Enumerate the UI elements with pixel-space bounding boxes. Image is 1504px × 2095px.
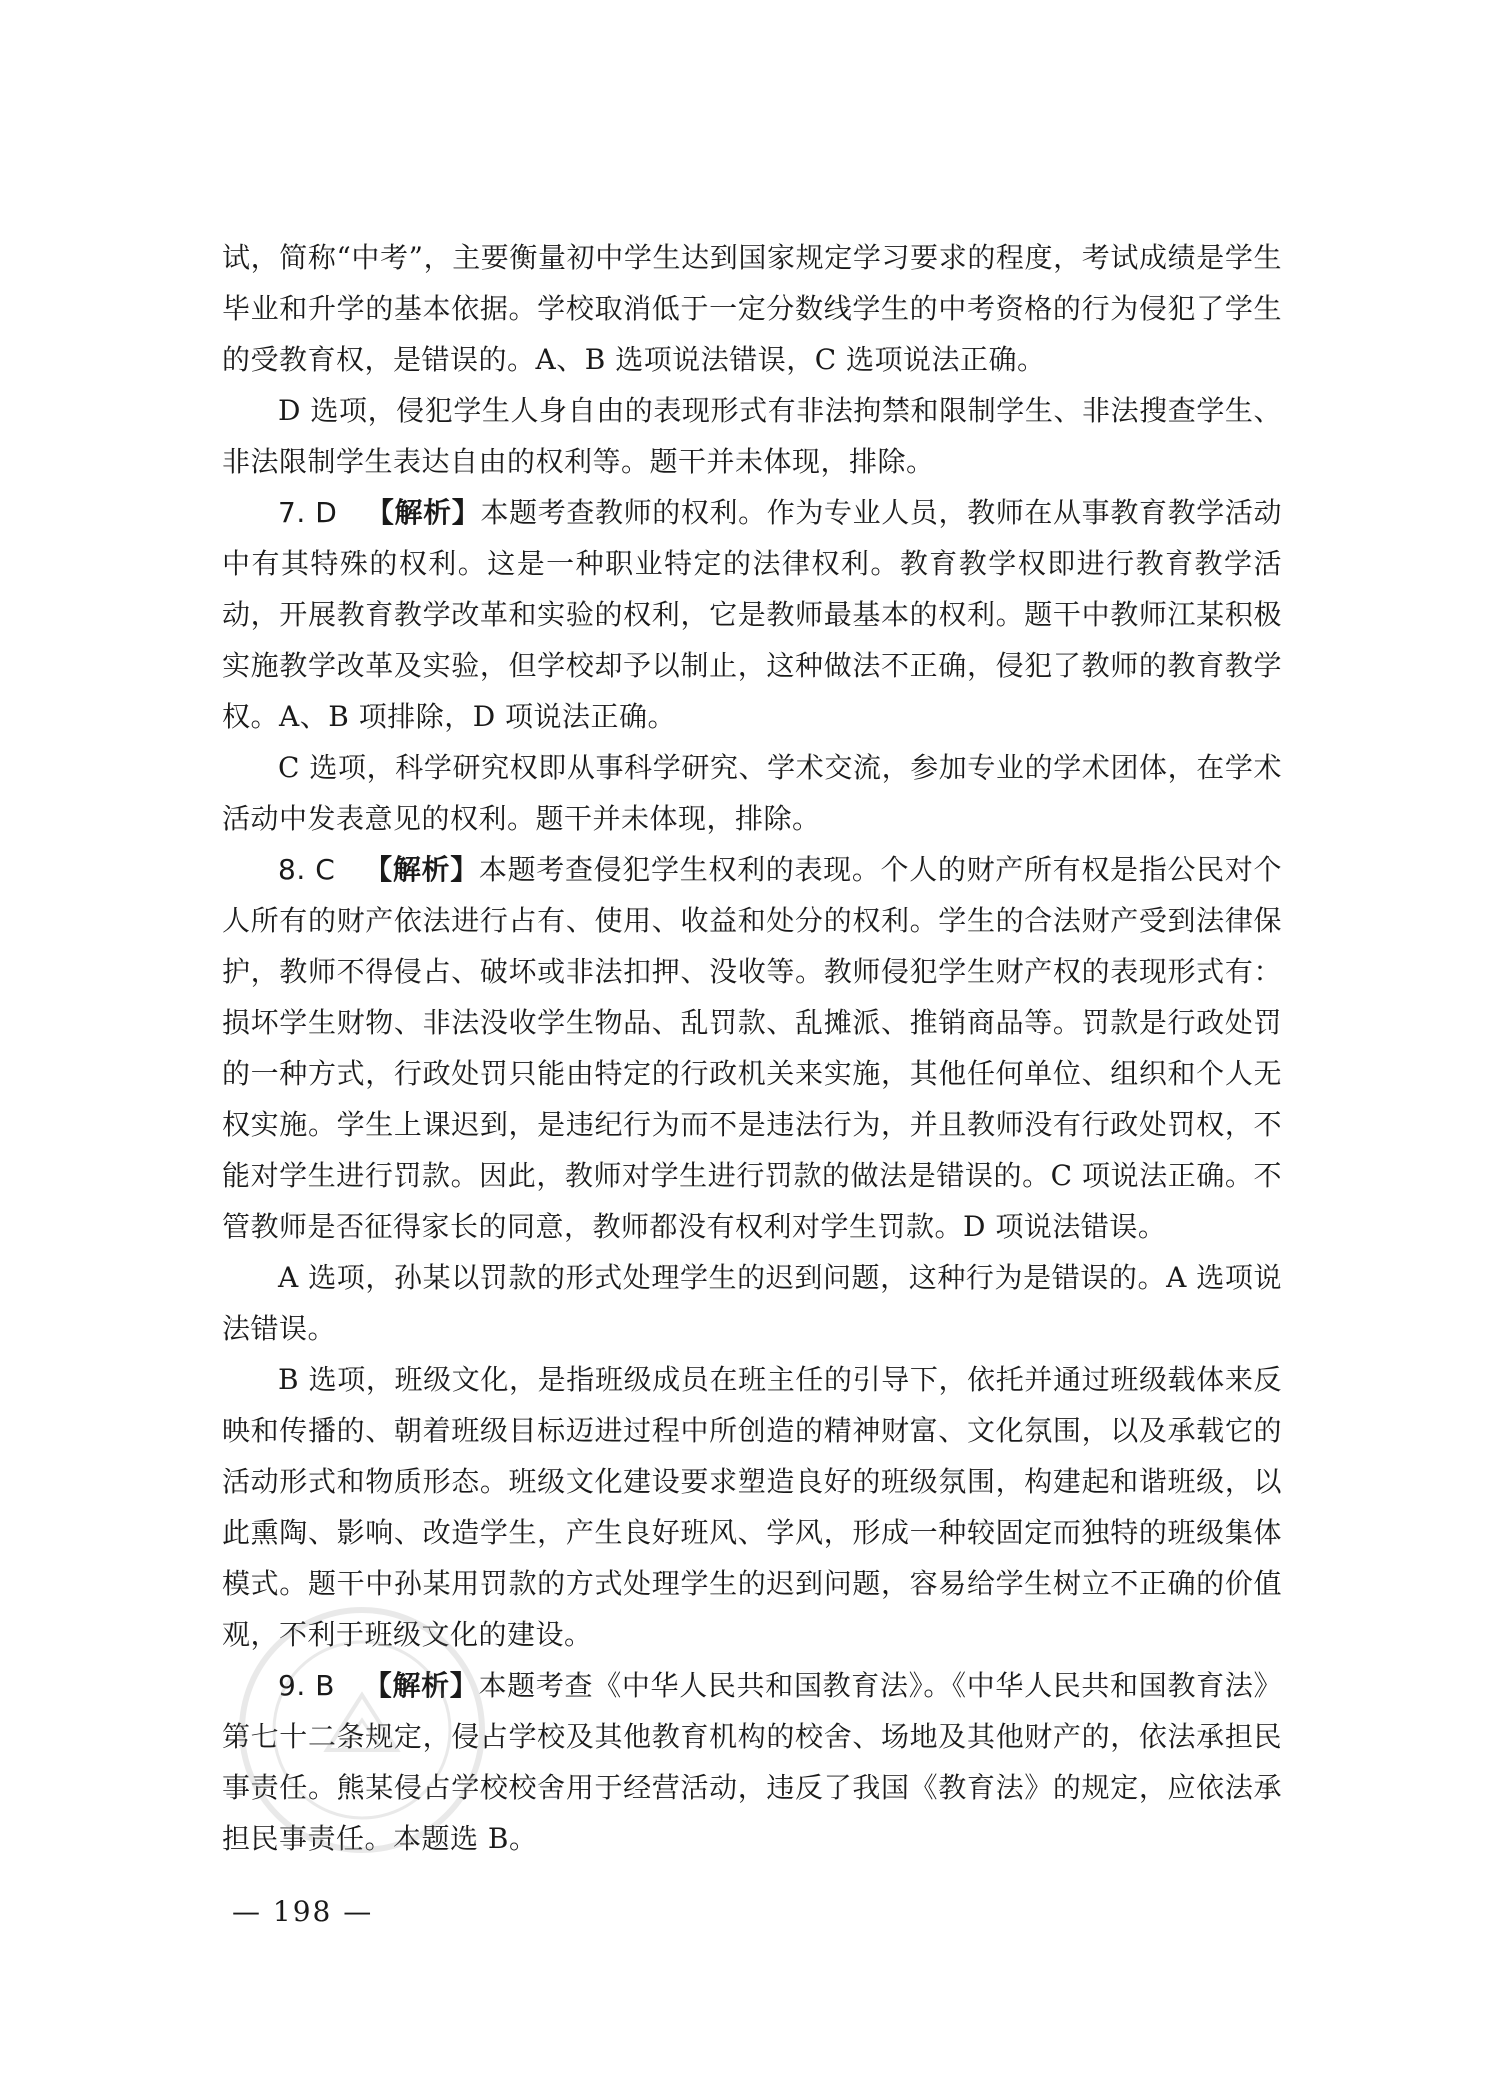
paragraph-text: 本题考查《中华人民共和国教育法》。《中华人民共和国教育法》第七十二条规定，侵占学校及其他教育机构的校舍、场地及其他财产的，依法承担民事责任。熊某侵占学校校舍用于经营活动，违反了我国《教育法》的规定，应依法承担民事责任。本题选 B。 bbox=[222, 1669, 1282, 1855]
page-number: — 198 — bbox=[232, 1895, 374, 1928]
answer-number: 8. C bbox=[278, 853, 336, 886]
paragraph bbox=[222, 1252, 1282, 1354]
paragraph-text: A 选项，孙某以罚款的形式处理学生的迟到问题，这种行为是错误的。A 选项说法错误。 bbox=[222, 1261, 1282, 1345]
paragraph bbox=[222, 232, 1282, 385]
paragraph-text: 本题考查教师的权利。作为专业人员，教师在从事教育教学活动中有其特殊的权利。这是一种职业特定的法律权利。教育教学权即进行教育教学活动，开展教育教学改革和实验的权利，它是教师最基本的权利。题干中教师江某积极实施教学改革及实验，但学校却予以制止，这种做法不正确，侵犯了教师的教育教学权。A、B 项排除，D 项说法正确。 bbox=[222, 496, 1282, 733]
answer-paragraph bbox=[222, 844, 1282, 1252]
answer-number: 9. B bbox=[278, 1669, 336, 1702]
paragraph bbox=[222, 385, 1282, 487]
paragraph-text: 本题考查侵犯学生权利的表现。个人的财产所有权是指公民对个人所有的财产依法进行占有、使用、收益和处分的权利。学生的合法财产受到法律保护，教师不得侵占、破坏或非法扣押、没收等。教师侵犯学生财产权的表现形式有：损坏学生财物、非法没收学生物品、乱罚款、乱摊派、推销商品等。罚款是行政处罚的一种方式，行政处罚只能由特定的行政机关来实施，其他任何单位、组织和个人无权实施。学生上课迟到，是违纪行为而不是违法行为，并且教师没有行政处罚权，不能对学生进行罚款。因此，教师对学生进行罚款的做法是错误的。C 项说法正确。不管教师是否征得家长的同意，教师都没有权利对学生罚款。D 项说法错误。 bbox=[222, 853, 1282, 1243]
document-body bbox=[222, 232, 1282, 1864]
paragraph-text: B 选项，班级文化，是指班级成员在班主任的引导下，依托并通过班级载体来反映和传播的、朝着班级目标迈进过程中所创造的精神财富、文化氛围，以及承载它的活动形式和物质形态。班级文化建设要求塑造良好的班级氛围，构建起和谐班级，以此熏陶、影响、改造学生，产生良好班风、学风，形成一种较固定而独特的班级集体模式。题干中孙某用罚款的方式处理学生的迟到问题，容易给学生树立不正确的价值观，不利于班级文化的建设。 bbox=[222, 1363, 1282, 1651]
analysis-tag: 【解析】 bbox=[364, 853, 479, 886]
paragraph bbox=[222, 1354, 1282, 1660]
analysis-tag: 【解析】 bbox=[365, 496, 481, 529]
paragraph-text: 试，简称“中考”，主要衡量初中学生达到国家规定学习要求的程度，考试成绩是学生毕业和升学的基本依据。学校取消低于一定分数线学生的中考资格的行为侵犯了学生的受教育权，是错误的。A、B 选项说法错误，C 选项说法正确。 bbox=[222, 241, 1282, 376]
answer-paragraph bbox=[222, 487, 1282, 742]
analysis-tag: 【解析】 bbox=[363, 1669, 479, 1702]
answer-number: 7. D bbox=[278, 496, 338, 529]
paragraph-text: C 选项，科学研究权即从事科学研究、学术交流，参加专业的学术团体，在学术活动中发表意见的权利。题干并未体现，排除。 bbox=[222, 751, 1282, 835]
paragraph bbox=[222, 742, 1282, 844]
paragraph-text: D 选项，侵犯学生人身自由的表现形式有非法拘禁和限制学生、非法搜查学生、非法限制学生表达自由的权利等。题干并未体现，排除。 bbox=[222, 394, 1282, 478]
answer-paragraph bbox=[222, 1660, 1282, 1864]
